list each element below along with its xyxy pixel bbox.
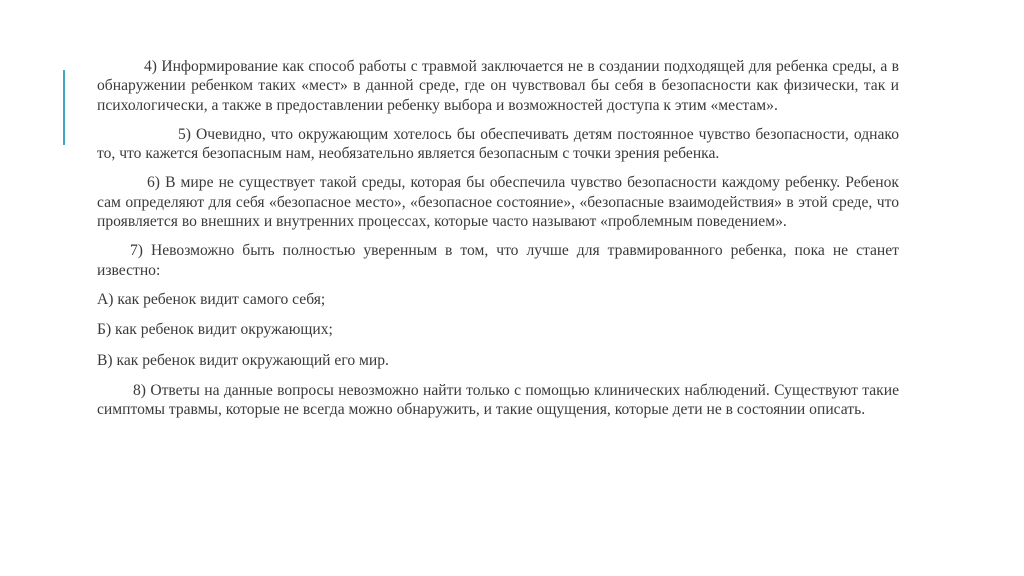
list-item-a: А) как ребенок видит самого себя; bbox=[97, 290, 326, 308]
paragraph-point-7: 7) Невозможно быть полностью уверенным в том, что лучше для травмированного ребенка, пока не станет известно: bbox=[97, 242, 899, 279]
paragraph-point-8: 8) Ответы на данные вопросы невозможно найти только с помощью клинических наблюдений. Существуют такие симптомы травмы, которые не всегда можно обнаружить, и такие ощущения, которые дети не в состоянии описать. bbox=[97, 381, 899, 419]
paragraph-point-5: 5) Очевидно, что окружающим хотелось бы обеспечивать детям постоянное чувство безопасности, однако то, что кажется безопасным нам, необязательно является безопасным с точки зрения ребенка. bbox=[97, 125, 899, 163]
paragraph-point-4: 4) Информирование как способ работы с травмой заключается не в создании подходящей для ребенка среды, а в обнаружении ребенком таких «мест» в данной среде, где он чувствовал бы себя в безопасности как физически, так и психологически, а также в предоставлении ребенку выбора и возможностей доступа к этим «местам». bbox=[97, 58, 899, 114]
accent-bar bbox=[63, 70, 65, 145]
paragraph-point-6: 6) В мире не существует такой среды, которая бы обеспечила чувство безопасности каждому ребенку. Ребенок сам определяют для себя «безопасное место», «безопасное состояние», «безопасные взаимодействия» в этой среде, что проявляется во внешних и внутренних процессах, которые часто называют «проблемным поведением». bbox=[97, 174, 899, 231]
text-body bbox=[97, 57, 899, 429]
list-item-b: Б) как ребенок видит окружающих; bbox=[97, 321, 333, 339]
list-item-v: В) как ребенок видит окружающий его мир. bbox=[97, 351, 389, 369]
